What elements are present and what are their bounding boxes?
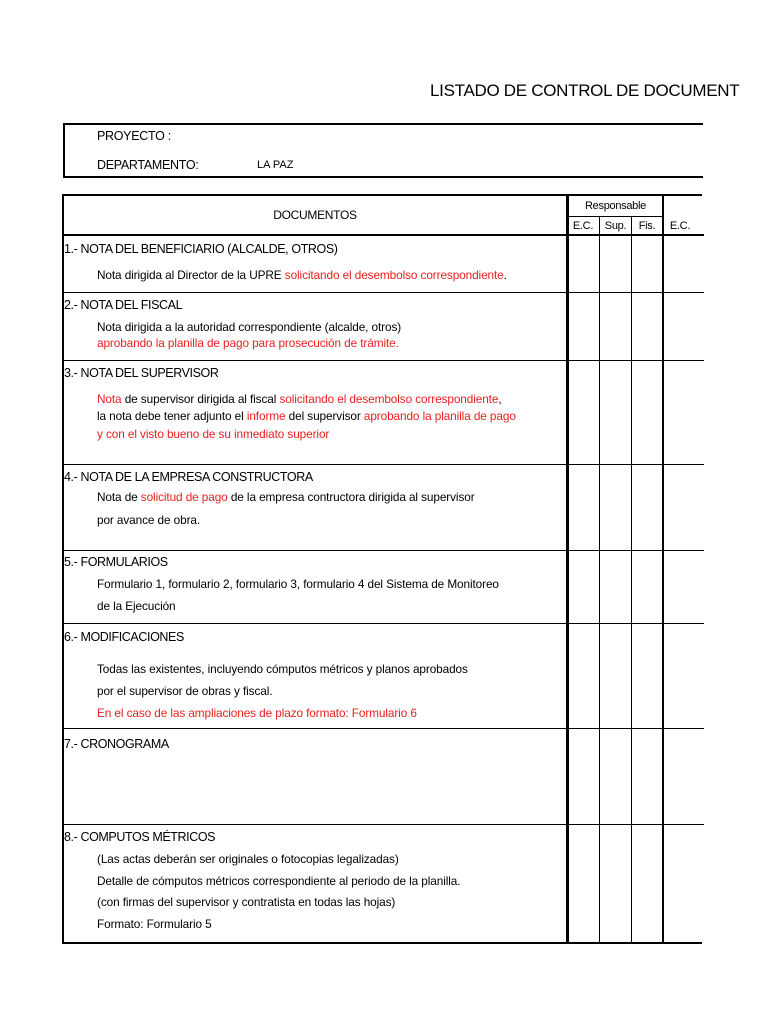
body-text: de la empresa contructora dirigida al supervisor: [227, 490, 475, 504]
col-fis-header: Fis.: [638, 220, 656, 232]
highlighted-text: solicitud de pago: [140, 490, 228, 504]
row-divider: [64, 360, 704, 361]
col-sup-header: Sup.: [604, 220, 627, 232]
body-text: Todas las existentes, incluyendo cómputos métricos y planos aprobados: [97, 662, 468, 676]
section-title: 3.- NOTA DEL SUPERVISOR: [64, 366, 219, 380]
section-title: 8.- COMPUTOS MÉTRICOS: [64, 830, 216, 844]
proyecto-label: PROYECTO :: [97, 129, 171, 143]
section-body-line: [97, 895, 395, 909]
body-text: de la Ejecución: [97, 599, 176, 613]
body-text: Formato: Formulario 5: [97, 917, 212, 931]
section-body-line: [97, 513, 200, 527]
highlighted-text: solicitando el desembolso correspondiente: [279, 392, 499, 406]
body-text: por avance de obra.: [97, 513, 201, 527]
row-divider: [64, 550, 704, 551]
body-text: por el supervisor de obras y fiscal.: [97, 684, 273, 698]
document-title: LISTADO DE CONTROL DE DOCUMENT: [430, 81, 740, 100]
column-divider: [599, 216, 600, 942]
section-title: 7.- CRONOGRAMA: [64, 737, 169, 751]
body-text: Nota dirigida a la autoridad correspondiente (alcalde, otros): [97, 320, 402, 334]
body-text: del supervisor: [285, 409, 364, 423]
highlighted-text: aprobando la planilla de pago: [363, 409, 516, 423]
section-title: 4.- NOTA DE LA EMPRESA CONSTRUCTORA: [64, 470, 313, 484]
project-info-box: [63, 123, 703, 178]
header-bottom-border: [64, 234, 704, 236]
body-text: ,: [498, 392, 502, 406]
body-text: de supervisor dirigida al fiscal: [121, 392, 280, 406]
column-divider: [566, 196, 569, 942]
section-title: 5.- FORMULARIOS: [64, 555, 168, 569]
section-body-line: [97, 852, 399, 866]
section-title: 1.- NOTA DEL BENEFICIARIO (ALCALDE, OTROS): [64, 242, 338, 256]
column-divider: [631, 216, 632, 942]
body-text: .: [503, 268, 507, 282]
highlighted-text: aprobando la planilla de pago para prosecución de trámite.: [97, 336, 399, 350]
section-body-line: [97, 409, 516, 423]
section-body-line: [97, 577, 499, 591]
section-body-line: [97, 336, 399, 350]
highlighted-text: solicitando el desembolso correspondiente: [284, 268, 504, 282]
section-body-line: [97, 392, 502, 406]
body-text: la nota debe tener adjunto el: [97, 409, 247, 423]
section-body-line: [97, 684, 272, 698]
body-text: Formulario 1, formulario 2, formulario 3, formulario 4 del Sistema de Monitoreo: [97, 577, 499, 591]
col-ec-header: E.C.: [572, 220, 594, 232]
departamento-value: LA PAZ: [257, 159, 294, 171]
section-body-line: [97, 320, 401, 334]
body-text: Nota dirigida al Director de la UPRE: [97, 268, 285, 282]
section-body-line: [97, 917, 212, 931]
row-divider: [64, 464, 704, 465]
section-body-line: [97, 662, 468, 676]
section-body-line: [97, 268, 507, 282]
documents-checklist-table: [62, 194, 702, 944]
body-text: (Las actas deberán ser originales o fotocopias legalizadas): [97, 852, 399, 866]
responsable-header: Responsable: [585, 200, 646, 212]
header-divider: [567, 216, 664, 217]
section-title: 6.- MODIFICACIONES: [64, 630, 184, 644]
column-divider: [662, 196, 664, 942]
highlighted-text: Nota: [97, 392, 122, 406]
highlighted-text: y con el visto bueno de su inmediato superior: [97, 427, 330, 441]
row-divider: [64, 824, 704, 825]
col-ec2-header: E.C.: [669, 220, 691, 232]
section-title: 2.- NOTA DEL FISCAL: [64, 298, 183, 312]
body-text: Nota de: [97, 490, 141, 504]
section-body-line: [97, 874, 460, 888]
section-body-line: [97, 706, 417, 720]
body-text: (con firmas del supervisor y contratista en todas las hojas): [97, 895, 396, 909]
highlighted-text: informe: [246, 409, 286, 423]
body-text: Detalle de cómputos métricos correspondiente al periodo de la planilla.: [97, 874, 461, 888]
section-body-line: [97, 427, 329, 441]
highlighted-text: En el caso de las ampliaciones de plazo formato: Formulario 6: [97, 706, 417, 720]
row-divider: [64, 292, 704, 293]
row-divider: [64, 728, 704, 729]
section-body-line: [97, 490, 475, 504]
row-divider: [64, 623, 704, 624]
departamento-label: DEPARTAMENTO:: [97, 158, 199, 172]
documents-header: DOCUMENTOS: [273, 208, 357, 222]
section-body-line: [97, 599, 176, 613]
